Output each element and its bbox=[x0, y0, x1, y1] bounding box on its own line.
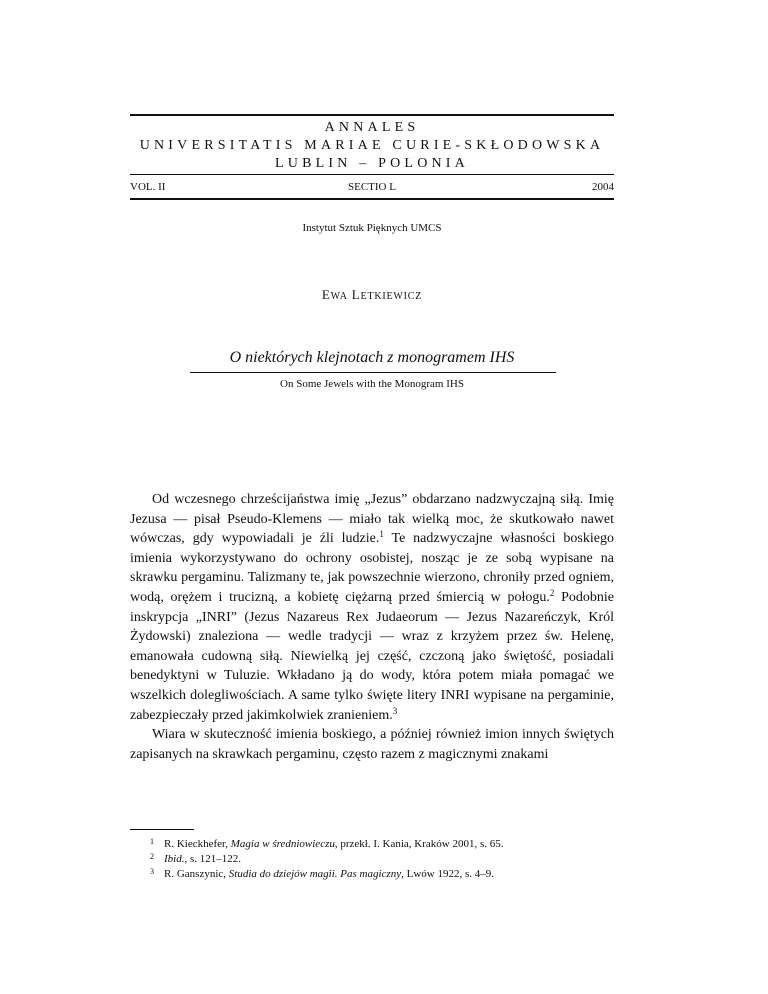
footnote-rule bbox=[130, 829, 194, 830]
footnote-1-italic: Magia w średniowieczu bbox=[230, 838, 335, 850]
volume-label: VOL. II bbox=[130, 181, 166, 193]
paragraph-1-part-b: Te nadzwyczajne własności boskiego imienia wykorzystywano do ochrony osobistej, nosząc je ze sobą wypisane na skrawku pergaminu. Talizmany te, jak powszechnie wierzono, chroniły przed ogniem, wodą, orężem i trucizną, a kobietę ciężarną przed śmiercią w połogu. bbox=[130, 531, 614, 605]
footnote-2-post: , s. 121–122. bbox=[184, 853, 242, 865]
journal-name-line3: LUBLIN – POLONIA bbox=[275, 156, 469, 171]
journal-name-line2: UNIVERSITATIS MARIAE CURIE-SKŁODOWSKA bbox=[139, 138, 605, 153]
footnote-1 bbox=[150, 837, 620, 852]
footnote-1-post: , przekł. I. Kania, Kraków 2001, s. 65. bbox=[334, 838, 504, 850]
paragraph-1-part-a: Od wczesnego chrześcijaństwa imię „Jezus” obdarzano nadzwyczajną siłą. Imię Jezusa — pisał Pseudo-Klemens — miało tak wielką moc, że skutkowało nawet wówczas, gdy wypowiadali je źli ludzie. bbox=[130, 492, 614, 547]
footnote-3-text: R. Ganszynic, bbox=[164, 868, 229, 880]
author-last-rest: ETKIEWICZ bbox=[360, 291, 423, 302]
author-first-initial: E bbox=[321, 287, 331, 302]
footnote-ref-3: 3 bbox=[392, 705, 398, 716]
header-middle-rule bbox=[130, 174, 614, 175]
footnote-ref-2: 2 bbox=[549, 587, 555, 598]
paragraph-2: Wiara w skuteczność imienia boskiego, a później również imion innych świętych zapisanych na skrawkach pergaminu, często razem z magicznymi znakami bbox=[130, 727, 614, 762]
year-label: 2004 bbox=[592, 181, 614, 193]
title-rule bbox=[190, 372, 556, 373]
footnote-2-number: 2 bbox=[150, 852, 154, 861]
article-subtitle: On Some Jewels with the Monogram IHS bbox=[280, 378, 464, 390]
footnotes bbox=[150, 837, 620, 882]
footnote-3-number: 3 bbox=[150, 867, 154, 876]
header-bottom-rule bbox=[130, 198, 614, 200]
footnote-1-number: 1 bbox=[150, 837, 154, 846]
footnote-3-post: , Lwów 1922, s. 4–9. bbox=[401, 868, 494, 880]
paragraph-1 bbox=[130, 490, 614, 725]
footnote-3 bbox=[150, 867, 620, 882]
footnote-2-italic: Ibid. bbox=[164, 853, 185, 865]
author-name bbox=[130, 287, 614, 303]
journal-name-line1: ANNALES bbox=[324, 120, 420, 135]
paragraph-1-part-c: Podobnie inskrypcja „INRI” (Jezus Nazareus Rex Judaeorum — Jezus Nazareńczyk, Król Żydowski) znaleziona — wedle tradycji — wraz z krzyżem przez św. Helenę, emanowała cudowną siłą. Niewielką jej część, czczoną jako świętość, posiadali benedyktyni w Tuluzie. Wkładano ją do wody, która potem miała pomagać we wszelkich dolegliwościach. A same tylko święte litery INRI wypisane na pergaminie, zabezpieczały przed jakimkolwiek zranieniem. bbox=[130, 589, 614, 723]
footnote-1-text: R. Kieckhefer, bbox=[164, 838, 231, 850]
body-text bbox=[130, 490, 614, 764]
institution: Instytut Sztuk Pięknych UMCS bbox=[302, 222, 442, 234]
article-title: O niektórych klejnotach z monogramem IHS bbox=[229, 349, 515, 366]
author-first-rest: WA bbox=[330, 291, 348, 302]
section-label: SECTIO L bbox=[348, 181, 396, 193]
footnote-2 bbox=[150, 852, 620, 867]
footnote-3-italic: Studia do dziejów magii. Pas magiczny bbox=[228, 868, 402, 880]
header-top-rule bbox=[130, 114, 614, 116]
footnote-ref-1: 1 bbox=[379, 529, 384, 540]
author-last-initial: L bbox=[351, 287, 361, 302]
